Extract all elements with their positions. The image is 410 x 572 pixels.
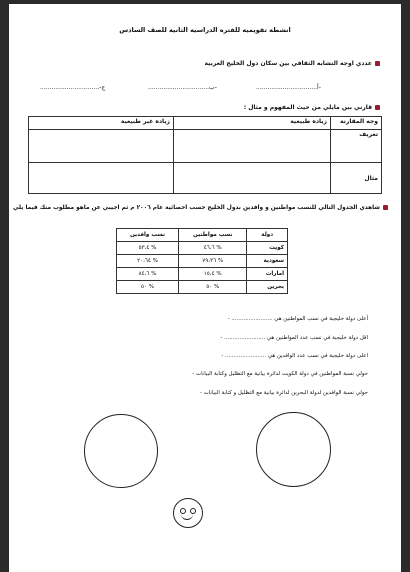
comparison-header-unnatural: زياده غير طبيعية — [29, 117, 174, 130]
population-row — [117, 242, 288, 255]
comparison-header-natural: زياده طبيعية — [174, 117, 331, 130]
task-1-text: أعلى دولة خليجية في نسب المواطنين هي ........................ — [231, 316, 368, 322]
question-3-text: شاهدي الجدول التالي للنسب مواطنين و وافدين بدول الخليج حسب احصائية عام ٢٠٠٦ م ثم اجيبي عن ماهو مطلوب منك فيما يلي — [13, 205, 380, 211]
population-citizens: % ٥٠ — [179, 281, 247, 294]
question-1-text: عددي اوجه التشابه الثقافي بين سكان دول الخليج العربية — [204, 60, 372, 67]
comparison-row-example — [29, 163, 382, 194]
population-expats: % ٢٠،٦٤ — [117, 255, 179, 268]
comparison-cell[interactable] — [29, 130, 174, 163]
answer-c-dots: ............................... — [40, 84, 100, 91]
population-country: كويت — [247, 242, 288, 255]
population-row — [117, 255, 288, 268]
smiley-mouth-icon — [181, 512, 193, 520]
population-expats: % ٨٤،٦ — [117, 268, 179, 281]
comparison-cell[interactable] — [174, 130, 331, 163]
page-title: انشطه تقويميه للفتره الدراسيه الثانيه للصف السادس — [119, 26, 291, 34]
answer-b-dots: ................................ — [148, 84, 210, 91]
answer-c-label: -ج — [99, 84, 106, 91]
task-4: حولي نسبة المواطنين في دولة الكويت لدائرة بيانية مع التظليل وكتابة البيانات - — [192, 371, 368, 377]
question-2-text: قارني بين مايلي من حيث المفهوم و مثال : — [243, 104, 372, 111]
answer-a-dots: ................................ — [256, 84, 318, 91]
population-citizens: % ٧٩،٣٦ — [179, 255, 247, 268]
smiley-face-icon — [173, 498, 203, 528]
population-header-expats: نسب وافدين — [117, 229, 179, 242]
pie-circle-left[interactable] — [84, 414, 158, 488]
comparison-table — [28, 116, 382, 194]
population-header-row — [117, 229, 288, 242]
bullet-icon — [375, 61, 380, 66]
answer-a-label: أ- — [317, 84, 321, 91]
population-expats: % ٥٠ — [117, 281, 179, 294]
task-3-text: اعلى دولة خليجية في نسب عدد الوافدين هي ........................ — [225, 353, 368, 359]
population-citizens: % ١٥،٤ — [179, 268, 247, 281]
task-3[interactable]: اعلى دولة خليجية في نسب عدد الوافدين هي ........................ - — [221, 353, 368, 359]
question-1 — [205, 60, 380, 67]
comparison-row-label: تعريف — [331, 130, 382, 163]
comparison-header-aspect: وجه المقارنة — [331, 117, 382, 130]
pie-circle-right[interactable] — [256, 412, 331, 487]
population-country: سعودية — [247, 255, 288, 268]
comparison-row-label: مثال — [331, 163, 382, 194]
population-row — [117, 268, 288, 281]
comparison-cell[interactable] — [29, 163, 174, 194]
answer-b[interactable] — [148, 84, 217, 91]
task-4-text: حولي نسبة المواطنين في دولة الكويت لدائرة بيانية مع التظليل وكتابة البيانات — [196, 371, 368, 377]
bullet-icon — [375, 105, 380, 110]
population-header-citizens: نسب مواطنين — [179, 229, 247, 242]
comparison-row-definition — [29, 130, 382, 163]
task-5: حولي نسبة الوافدين لدولة البحرين لدائرة بيانية مع التظليل و كتابة البيانات - — [199, 390, 368, 396]
window-frame-right — [401, 0, 410, 572]
population-citizens: % ٤٦،٦ — [179, 242, 247, 255]
task-5-text: حولي نسبة الوافدين لدولة البحرين لدائرة بيانية مع التظليل و كتابة البيانات — [203, 390, 368, 396]
population-country: امارات — [247, 268, 288, 281]
population-expats: % ٥٣،٤ — [117, 242, 179, 255]
population-header-country: دولة — [247, 229, 288, 242]
population-country: بحرين — [247, 281, 288, 294]
window-frame-left — [0, 0, 9, 572]
question-2 — [244, 104, 380, 111]
answer-a[interactable] — [256, 84, 321, 91]
population-row — [117, 281, 288, 294]
task-2[interactable]: اقل دولة خليجية في نسب عدد المواطنين هي ........................ - — [220, 335, 368, 341]
answer-c[interactable] — [40, 84, 105, 91]
task-2-text: اقل دولة خليجية في نسب عدد المواطنين هي ........................ — [224, 335, 368, 341]
task-1[interactable]: أعلى دولة خليجية في نسب المواطنين هي ........................ - — [227, 316, 368, 322]
population-table — [116, 228, 288, 294]
comparison-cell[interactable] — [174, 163, 331, 194]
comparison-header-row — [29, 117, 382, 130]
question-3 — [13, 205, 388, 211]
answer-b-label: ب- — [209, 84, 217, 91]
bullet-icon — [383, 205, 388, 210]
